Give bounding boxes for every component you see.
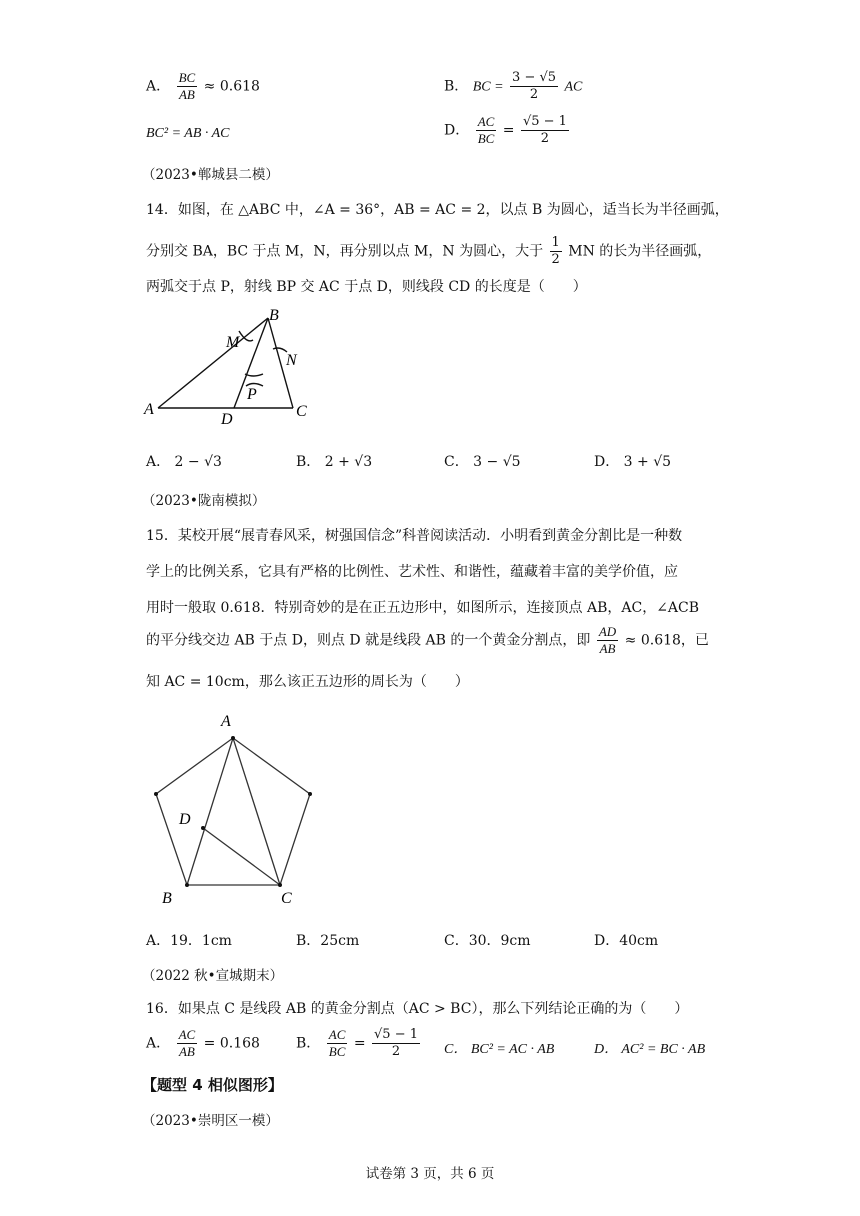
fraction: $\frac{3 - √5}{2}$ xyxy=(512,70,557,102)
label-b: B xyxy=(269,308,279,324)
fraction: $\frac{AD}{AB}$ xyxy=(598,624,617,656)
label-d: D xyxy=(221,411,233,428)
q16-option-b: B． $\frac{AC}{BC}$ = $\frac{√5 - 1}{2}$ xyxy=(296,1027,418,1059)
q15-line3: 用时一般取 0.618．特别奇妙的是在正五边形中，如图所示，连接顶点 AB，AC，∠ACB xyxy=(146,600,700,616)
q15-line5: 知 AC = 10cm，那么该正五边形的周长为（ ） xyxy=(146,674,469,690)
q14-option-b: B． 2 + √3 xyxy=(296,454,373,470)
fraction: $\frac{AC}{AB}$ xyxy=(178,1027,196,1059)
q15-option-b: B．25cm xyxy=(296,933,360,949)
page-footer: 试卷第 3 页，共 6 页 xyxy=(365,1166,495,1182)
q15-option-a: A．19．1cm xyxy=(146,933,232,949)
q13-option-d: D． $\frac{AC}{BC}$ = $\frac{√5 - 1}{2}$ xyxy=(444,114,567,146)
q14-source: （2023•郸城县二模） xyxy=(142,167,279,183)
q16-option-c: C． BC² = AC · AB xyxy=(444,1042,555,1057)
label-n: N xyxy=(286,352,297,369)
q16-option-a: A． $\frac{AC}{AB}$ = 0.168 xyxy=(146,1027,260,1059)
q15-option-c: C．30．9cm xyxy=(444,933,531,949)
q13-option-c: BC² = AB · AC xyxy=(146,126,230,141)
q14-option-c: C． 3 − √5 xyxy=(444,454,521,470)
q14-line1: 14．如图，在 △ABC 中，∠A = 36°，AB = AC = 2，以点 B 为圆心，适当长为半径画弧， xyxy=(146,202,729,218)
q14-option-d: D． 3 + √5 xyxy=(594,454,672,470)
label-b: B xyxy=(162,890,172,907)
fraction: $\frac{√5 - 1}{2}$ xyxy=(522,114,567,146)
label-c: C xyxy=(281,890,292,907)
q15-line4: 的平分线交边 AB 于点 D，则点 D 就是线段 AB 的一个黄金分割点，即 $\frac{AD}{AB}$ ≈ 0.618，已 xyxy=(146,624,709,656)
q14-line2: 分别交 BA，BC 于点 M，N，再分别以点 M，N 为圆心，大于 $\frac{1}{2}$ MN 的长为半径画弧， xyxy=(146,235,712,267)
fraction: $\frac{√5 - 1}{2}$ xyxy=(374,1027,418,1059)
q16-line1: 16．如果点 C 是线段 AB 的黄金分割点（AC > BC），那么下列结论正确的为（ ） xyxy=(146,1001,689,1017)
fraction: $\frac{1}{2}$ xyxy=(551,235,560,267)
q15-source: （2023•陇南模拟） xyxy=(142,493,266,509)
label-m: M xyxy=(226,334,240,351)
section-heading: 【题型 4 相似图形】 xyxy=(142,1076,283,1094)
q14-line3: 两弧交于点 P，射线 BP 交 AC 于点 D，则线段 CD 的长度是（ ） xyxy=(146,279,587,295)
q15-pentagon-figure xyxy=(145,708,330,913)
q14-option-a: A． 2 − √3 xyxy=(146,454,222,470)
fraction: $\frac{BC}{AB}$ xyxy=(178,70,196,102)
label-p: P xyxy=(247,386,257,403)
label-c: C xyxy=(296,403,307,420)
q15-line1: 15．某校开展“展青春风采，树强国信念”科普阅读活动．小明看到黄金分割比是一种数 xyxy=(146,528,683,544)
q13-option-b: B． BC = $\frac{3 - √5}{2}$ AC xyxy=(444,70,583,102)
label-a: A xyxy=(221,713,231,730)
q15-option-d: D．40cm xyxy=(594,933,659,949)
q13-option-a: A． $\frac{BC}{AB}$ ≈ 0.618 xyxy=(146,70,260,102)
q14-triangle-figure xyxy=(140,308,330,433)
label-d: D xyxy=(179,811,191,828)
q15-line2: 学上的比例关系，它具有严格的比例性、艺术性、和谐性，蕴藏着丰富的美学价值，应 xyxy=(146,564,678,580)
label-a: A xyxy=(144,401,154,418)
fraction: $\frac{AC}{BC}$ xyxy=(328,1027,346,1059)
fraction: $\frac{AC}{BC}$ xyxy=(477,114,495,146)
q16-source: （2022 秋•宣城期末） xyxy=(142,968,284,984)
q16-option-d: D． AC² = BC · AB xyxy=(594,1042,706,1057)
next-source: （2023•崇明区一模） xyxy=(142,1113,279,1129)
